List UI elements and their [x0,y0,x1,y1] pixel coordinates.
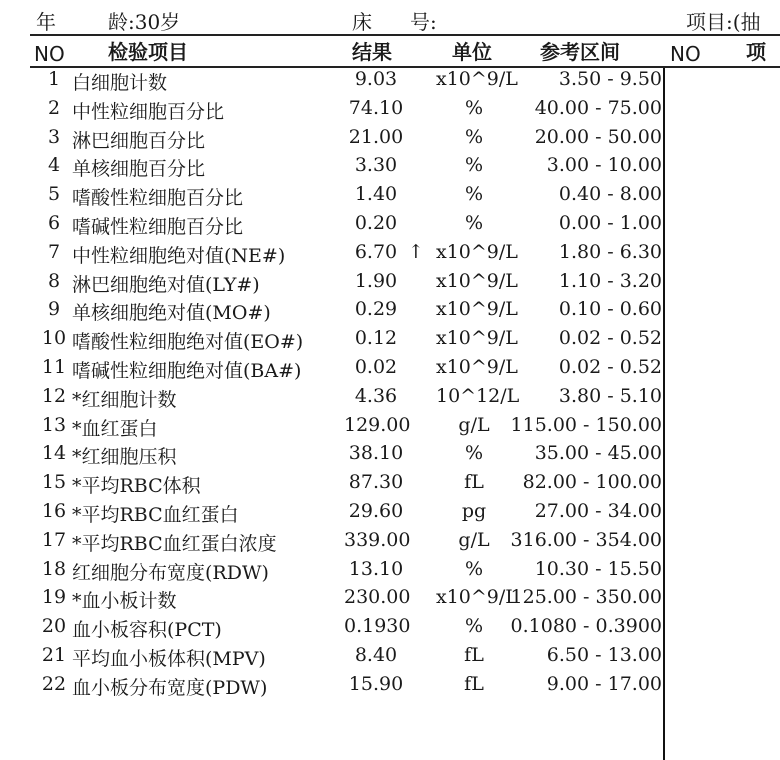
test-unit: x10^9/L [436,269,518,292]
test-unit: g/L [458,528,490,551]
row-number: 16 [41,499,67,522]
test-unit: % [464,211,484,234]
test-result: 29.60 [348,499,404,522]
reference-range: 20.00 - 50.00 [534,125,662,148]
table-row [0,66,662,95]
row-number: 17 [41,528,67,551]
row-number: 7 [47,240,61,263]
test-result: 15.90 [348,672,404,695]
test-result: 0.12 [354,327,398,350]
table-row [0,354,662,383]
reference-range: 0.1080 - 0.3900 [510,615,662,638]
test-unit: x10^9/L [436,68,518,90]
header-no-right: NO [670,42,701,66]
table-row [0,556,662,585]
test-name: 嗜碱性粒细胞绝对值(BA#) [72,359,302,382]
table-header [0,36,780,66]
test-unit: 10^12/L [436,384,520,407]
reference-range: 0.02 - 0.52 [558,355,662,378]
reference-range: 82.00 - 100.00 [522,471,662,494]
test-unit: x10^9/L [436,586,518,609]
row-number: 10 [41,327,67,350]
table-row [0,124,662,153]
test-name: *红细胞压积 [72,446,177,469]
test-result: 38.10 [348,442,404,465]
test-result: 0.02 [354,355,398,378]
column-divider [663,68,665,760]
row-number: 19 [41,586,67,609]
test-name: *平均RBC血红蛋白浓度 [72,532,277,555]
test-name: 单核细胞百分比 [72,158,206,181]
test-name: 淋巴细胞绝对值(LY#) [72,273,260,296]
test-result: 0.20 [354,211,398,234]
row-number: 18 [41,557,67,580]
row-number: 22 [41,672,67,695]
row-number: 15 [41,471,67,494]
reference-range: 3.80 - 5.10 [558,384,662,407]
age-value: 龄:30岁 [108,10,181,34]
row-number: 12 [41,384,67,407]
test-name: *血红蛋白 [72,417,158,440]
age-label: 年 [36,10,56,34]
reference-range: 1.10 - 3.20 [558,269,662,292]
test-unit: pg [461,499,487,522]
test-name: 平均血小板体积(MPV) [72,647,266,670]
test-result: 87.30 [348,471,404,494]
project-label: 项目:(抽 [686,10,761,34]
row-number: 2 [47,96,61,119]
test-result: 0.1930 [344,615,411,638]
test-unit: fL [464,471,484,494]
test-result: 8.40 [354,643,398,666]
test-name: 血小板分布宽度(PDW) [72,676,268,699]
table-row [0,181,662,210]
test-unit: x10^9/L [436,327,518,350]
table-row [0,239,662,268]
abnormal-flag: ↑ [408,240,424,263]
row-number: 21 [41,643,67,666]
table-row [0,613,662,642]
test-unit: x10^9/L [436,298,518,321]
row-number: 4 [47,154,61,177]
header-unit: 单位 [452,40,492,64]
reference-range: 35.00 - 45.00 [534,442,662,465]
bed-value: 号: [410,10,437,34]
table-row [0,95,662,124]
reference-range: 1.80 - 6.30 [558,240,662,263]
test-unit: % [464,442,484,465]
test-unit: % [464,96,484,119]
table-row [0,527,662,556]
test-result: 21.00 [348,125,404,148]
table-row [0,268,662,297]
table-row [0,325,662,354]
test-name: *平均RBC体积 [72,475,201,498]
test-name: 红细胞分布宽度(RDW) [72,561,269,584]
test-result: 0.29 [354,298,398,321]
test-result: 230.00 [344,586,411,609]
test-unit: fL [464,672,484,695]
test-result: 339.00 [344,528,411,551]
table-row [0,210,662,239]
test-result: 129.00 [344,413,411,436]
test-name: 嗜酸性粒细胞绝对值(EO#) [72,331,304,354]
reference-range: 316.00 - 354.00 [510,528,662,551]
reference-range: 6.50 - 13.00 [546,643,662,666]
row-number: 9 [47,298,61,321]
row-number: 20 [41,615,67,638]
test-unit: % [464,557,484,580]
row-number: 5 [47,183,61,206]
test-result: 74.10 [348,96,404,119]
test-name: *血小板计数 [72,590,177,613]
test-result: 6.70 [354,240,398,263]
test-unit: fL [464,643,484,666]
table-row [0,383,662,412]
reference-range: 3.00 - 10.00 [546,154,662,177]
reference-range: 115.00 - 150.00 [510,413,662,436]
test-result: 9.03 [354,68,398,90]
reference-range: 40.00 - 75.00 [534,96,662,119]
test-name: 白细胞计数 [72,72,168,94]
header-result: 结果 [352,40,392,64]
test-name: 血小板容积(PCT) [72,619,222,642]
reference-range: 0.40 - 8.00 [558,183,662,206]
header-no: NO [34,42,65,66]
test-unit: % [464,154,484,177]
test-unit: x10^9/L [436,240,518,263]
test-result: 3.30 [354,154,398,177]
row-number: 1 [47,68,61,90]
test-name: 单核细胞绝对值(MO#) [72,302,271,325]
reference-range: 125.00 - 350.00 [510,586,662,609]
test-unit: % [464,615,484,638]
test-unit: x10^9/L [436,355,518,378]
table-row [0,469,662,498]
row-number: 6 [47,211,61,234]
row-number: 13 [41,413,67,436]
test-result: 4.36 [354,384,398,407]
header-item-right: 项 [746,40,766,64]
table-row [0,671,662,700]
table-row [0,152,662,181]
test-result: 13.10 [348,557,404,580]
reference-range: 0.10 - 0.60 [558,298,662,321]
table-row [0,440,662,469]
bed-label: 床 [352,10,372,34]
test-name: *红细胞计数 [72,388,177,411]
test-unit: g/L [458,413,490,436]
test-result: 1.90 [354,269,398,292]
row-number: 8 [47,269,61,292]
test-name: 淋巴细胞百分比 [72,129,206,152]
test-name: 中性粒细胞百分比 [72,100,225,123]
header-reference: 参考区间 [540,40,620,64]
reference-range: 10.30 - 15.50 [534,557,662,580]
header-item: 检验项目 [108,40,188,64]
table-row [0,498,662,527]
patient-info-row [0,6,780,36]
reference-range: 0.00 - 1.00 [558,211,662,234]
test-name: *平均RBC血红蛋白 [72,503,239,526]
results-table [0,66,662,706]
table-row [0,412,662,441]
reference-range: 9.00 - 17.00 [546,672,662,695]
reference-range: 27.00 - 34.00 [534,499,662,522]
row-number: 11 [41,355,67,378]
test-unit: % [464,183,484,206]
row-number: 14 [41,442,67,465]
row-number: 3 [47,125,61,148]
table-row [0,584,662,613]
table-row [0,296,662,325]
test-name: 嗜碱性粒细胞百分比 [72,215,244,238]
reference-range: 3.50 - 9.50 [558,68,662,90]
test-name: 嗜酸性粒细胞百分比 [72,187,244,210]
table-row [0,642,662,671]
test-name: 中性粒细胞绝对值(NE#) [72,244,286,267]
test-unit: % [464,125,484,148]
test-result: 1.40 [354,183,398,206]
reference-range: 0.02 - 0.52 [558,327,662,350]
